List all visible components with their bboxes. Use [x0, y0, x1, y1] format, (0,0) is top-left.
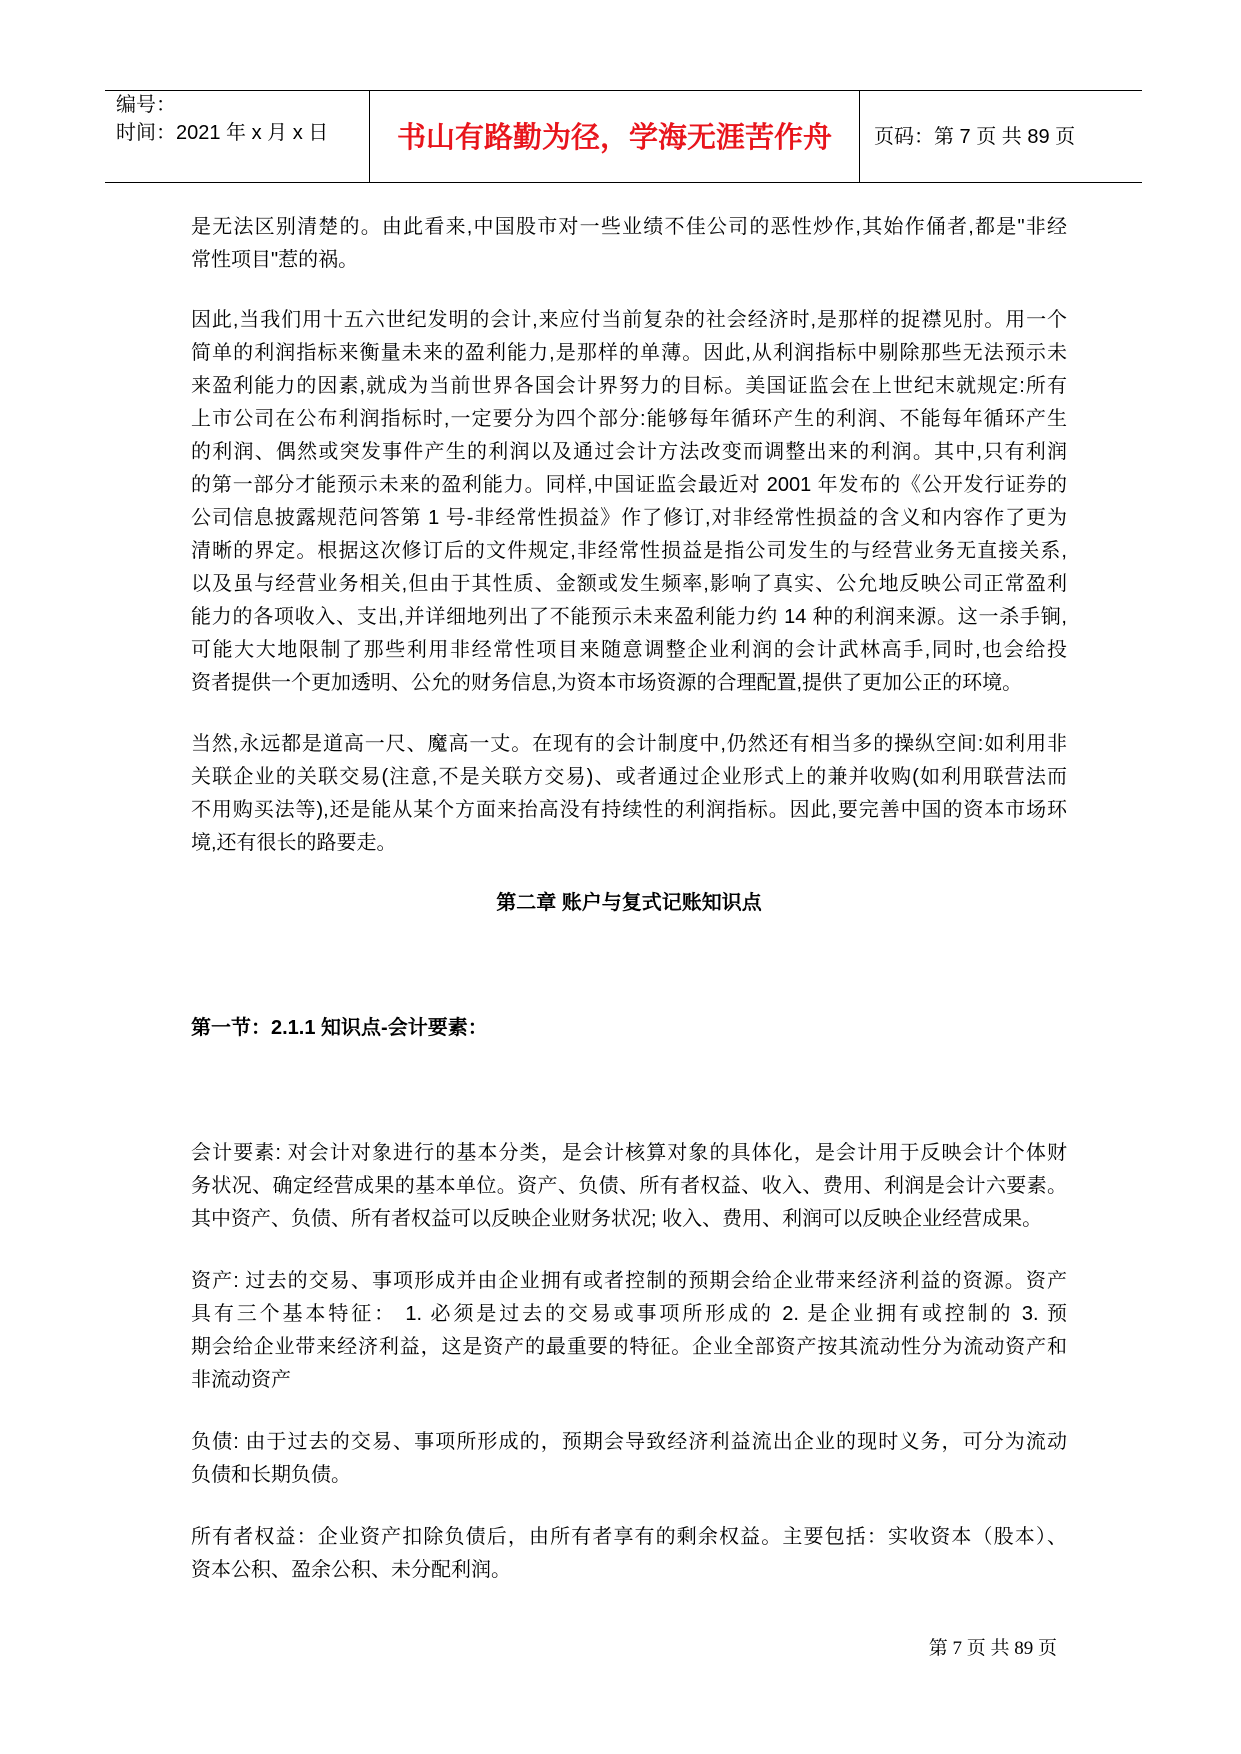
- text-line: 简单的利润指标来衡量未来的盈利能力,是那样的单薄。因此,从利润指标中剔除那些无法预示未: [191, 342, 1067, 364]
- paragraph: [191, 1137, 1067, 1236]
- text-line: 资产: 过去的交易、事项形成并由企业拥有或者控制的预期会给企业带来经济利益的资源。资产: [191, 1270, 1067, 1292]
- header-bottom-rule: [105, 182, 1142, 183]
- text-line: 务状况、确定经营成果的基本单位。资产、负债、所有者权益、收入、费用、利润是会计六要素。: [191, 1175, 1067, 1197]
- text-line: 期会给企业带来经济利益，这是资产的最重要的特征。企业全部资产按其流动性分为流动资产和: [191, 1336, 1067, 1358]
- chapter-title: 第二章 账户与复式记账知识点: [496, 892, 762, 914]
- text-line: 非流动资产: [191, 1369, 291, 1391]
- text-line: 资本公积、盈余公积、未分配利润。: [191, 1559, 511, 1581]
- paragraph: [191, 1426, 1067, 1492]
- paragraph: [191, 211, 1067, 277]
- text-line: 是无法区别清楚的。由此看来,中国股市对一些业绩不佳公司的恶性炒作,其始作俑者,都是"非经: [191, 216, 1067, 238]
- paragraph: [191, 304, 1067, 700]
- text-line: 常性项目"惹的祸。: [191, 249, 359, 271]
- text-line: 具有三个基本特征： 1. 必须是过去的交易或事项所形成的 2. 是企业拥有或控制的 3. 预: [191, 1303, 1067, 1325]
- text-line: 来盈利能力的因素,就成为当前世界各国会计界努力的目标。美国证监会在上世纪末就规定:所有: [191, 375, 1067, 397]
- text-line: 所有者权益：企业资产扣除负债后，由所有者享有的剩余权益。主要包括：实收资本（股本）、: [191, 1526, 1067, 1548]
- header-top-rule: [105, 90, 1142, 91]
- header-slogan: 书山有路勤为径，学海无涯苦作舟: [396, 120, 832, 154]
- section-title: 第一节：2.1.1 知识点-会计要素：: [191, 1017, 488, 1039]
- text-line: 可能大大地限制了那些利用非经常性项目来随意调整企业利润的会计武林高手,同时,也会给投: [191, 639, 1067, 661]
- header-number-label: 编号：: [116, 94, 176, 116]
- header-page-info: 页码：第 7 页 共 89 页: [874, 126, 1076, 148]
- paragraph: [191, 1521, 1067, 1587]
- text-line: 资者提供一个更加透明、公允的财务信息,为资本市场资源的合理配置,提供了更加公正的环境。: [191, 672, 1023, 694]
- page-footer: 第 7 页 共 89 页: [928, 1638, 1057, 1659]
- text-line: 负债和长期负债。: [191, 1464, 351, 1486]
- header-date: 时间：2021 年 x 月 x 日: [116, 122, 329, 144]
- text-line: 会计要素: 对会计对象进行的基本分类，是会计核算对象的具体化，是会计用于反映会计个体财: [191, 1142, 1067, 1164]
- text-line: 以及虽与经营业务相关,但由于其性质、金额或发生频率,影响了真实、公允地反映公司正常盈利: [191, 573, 1067, 595]
- text-line: 的利润、偶然或突发事件产生的利润以及通过会计方法改变而调整出来的利润。其中,只有利润: [191, 441, 1067, 463]
- text-line: 公司信息披露规范问答第 1 号-非经常性损益》作了修订,对非经常性损益的含义和内容作了更为: [191, 507, 1067, 529]
- text-line: 不用购买法等),还是能从某个方面来抬高没有持续性的利润指标。因此,要完善中国的资本市场环: [191, 799, 1067, 821]
- text-line: 关联企业的关联交易(注意,不是关联方交易)、或者通过企业形式上的兼并收购(如利用联营法而: [191, 766, 1067, 788]
- text-line: 上市公司在公布利润指标时,一定要分为四个部分:能够每年循环产生的利润、不能每年循环产生: [191, 408, 1067, 430]
- text-line: 能力的各项收入、支出,并详细地列出了不能预示未来盈利能力约 14 种的利润来源。这一杀手锏,: [191, 606, 1067, 628]
- text-line: 因此,当我们用十五六世纪发明的会计,来应付当前复杂的社会经济时,是那样的捉襟见肘。用一个: [191, 309, 1067, 331]
- header-divider-right: [859, 90, 860, 183]
- paragraph: [191, 1265, 1067, 1397]
- text-line: 清晰的界定。根据这次修订后的文件规定,非经常性损益是指公司发生的与经营业务无直接关系,: [191, 540, 1067, 562]
- text-line: 其中资产、负债、所有者权益可以反映企业财务状况; 收入、费用、利润可以反映企业经营成果。: [191, 1208, 1043, 1230]
- text-line: 负债: 由于过去的交易、事项所形成的，预期会导致经济利益流出企业的现时义务，可分为流动: [191, 1431, 1067, 1453]
- text-line: 的第一部分才能预示未来的盈利能力。同样,中国证监会最近对 2001 年发布的《公开发行证券的: [191, 474, 1067, 496]
- text-line: 境,还有很长的路要走。: [191, 832, 397, 854]
- text-line: 当然,永远都是道高一尺、魔高一丈。在现有的会计制度中,仍然还有相当多的操纵空间:如利用非: [191, 733, 1067, 755]
- paragraph: [191, 728, 1067, 860]
